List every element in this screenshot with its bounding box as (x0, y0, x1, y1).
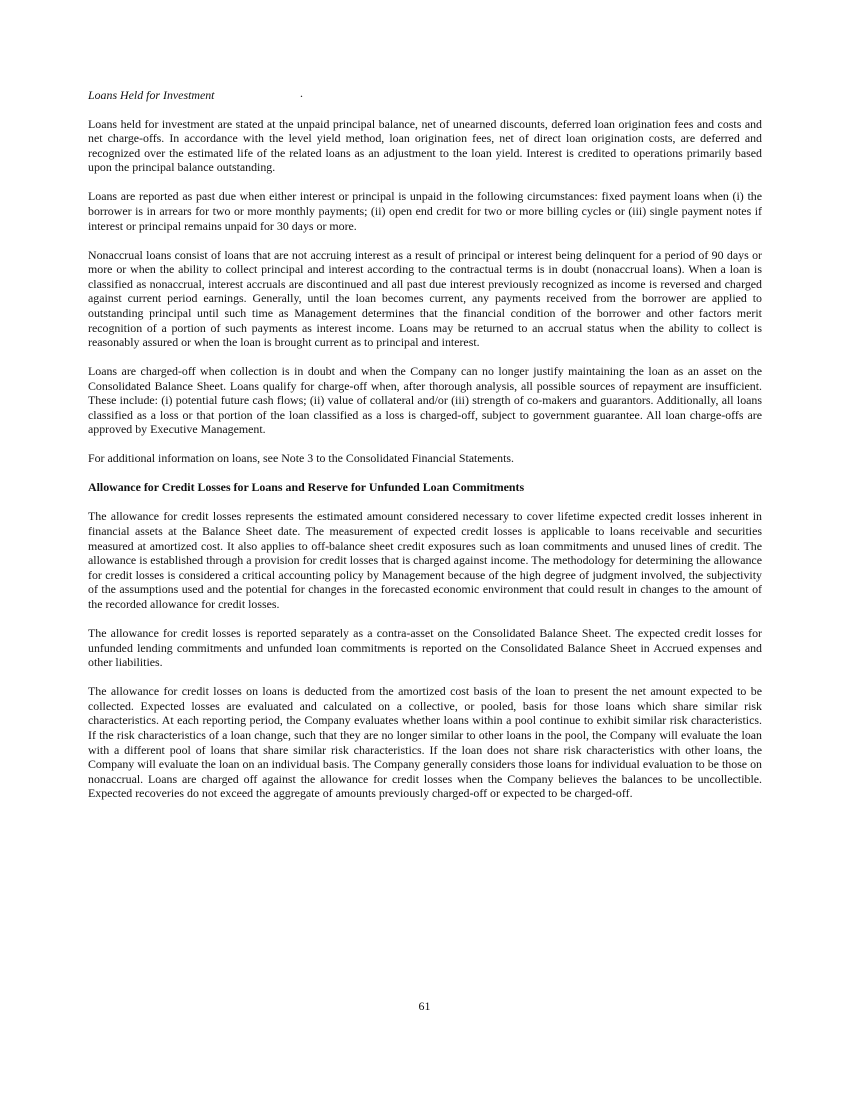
paragraph: Loans are reported as past due when either interest or principal is unpaid in the following circumstances: fixed payment loans when (i) the borrower is in arrears for two or more monthly payments; (ii) open end credit for two or more billing cycles or (iii) single payment notes if interest or principal remains unpaid for 30 days or more. (88, 189, 762, 233)
section-heading-text: Loans Held for Investment (88, 88, 215, 102)
paragraph: Nonaccrual loans consist of loans that are not accruing interest as a result of principal or interest being delinquent for a period of 90 days or more or when the ability to collect principal and interest according to the contractual terms is in doubt (nonaccrual loans). When a loan is classified as nonaccrual, interest accruals are discontinued and all past due interest previously recognized as income is reversed and charged against current period earnings. Generally, until the loan becomes current, any payments received from the borrower are applied to outstanding principal until such time as Management determines that the financial condition of the borrower and other factors merit recognition of a portion of such payments as interest income. Loans may be returned to an accrual status when the ability to collect is reasonably assured or when the loan is brought current as to principal and interest. (88, 247, 762, 350)
stray-mark: . (300, 86, 303, 100)
document-page (88, 88, 762, 815)
section-heading-loans-held-for-investment (88, 88, 762, 103)
paragraph: For additional information on loans, see Note 3 to the Consolidated Financial Statements. (88, 451, 515, 466)
paragraph: Loans held for investment are stated at the unpaid principal balance, net of unearned discounts, deferred loan origination fees and costs and net charge-offs. In accordance with the level yield method, loan origination fees, net of direct loan origination costs, are deferred and recognized over the estimated life of the related loans as an adjustment to the loan yield. Interest is credited to operations primarily based upon the principal balance outstanding. (88, 116, 762, 175)
paragraph: The allowance for credit losses represents the estimated amount considered necessary to cover lifetime expected credit losses inherent in financial assets at the Balance Sheet date. The measurement of expected credit losses is applicable to loans receivable and securities measured at amortized cost. It also applies to off-balance sheet credit exposures such as loan commitments and unused lines of credit. The allowance is established through a provision for credit losses that is charged against income. The methodology for determining the allowance for credit losses is considered a critical accounting policy by Management because of the high degree of judgment involved, the subjectivity of the assumptions used and the potential for changes in the forecasted economic environment that could result in changes to the amount of the recorded allowance for credit losses. (88, 509, 762, 611)
section-heading-allowance-for-credit-losses: Allowance for Credit Losses for Loans and Reserve for Unfunded Loan Commitments (88, 480, 525, 495)
paragraph: The allowance for credit losses is reported separately as a contra-asset on the Consolidated Balance Sheet. The expected credit losses for unfunded lending commitments and unfunded loan commitments is reported on the Consolidated Balance Sheet in Accrued expenses and other liabilities. (88, 625, 762, 670)
paragraph: Loans are charged-off when collection is in doubt and when the Company can no longer justify maintaining the loan as an asset on the Consolidated Balance Sheet. Loans qualify for charge-off when, after thorough analysis, all possible sources of repayment are insufficient. These include: (i) potential future cash flows; (ii) value of collateral and/or (iii) strength of co-makers and guarantors. Additionally, all loans classified as a loss or that portion of the loan classified as a loss is charged-off, subject to government guarantee. All loan charge-offs are approved by Executive Management. (88, 364, 762, 437)
paragraph: The allowance for credit losses on loans is deducted from the amortized cost basis of the loan to present the net amount expected to be collected. Expected losses are evaluated and calculated on a collective, or pooled, basis for those loans which share similar risk characteristics. At each reporting period, the Company evaluates whether loans within a pool continue to exhibit similar risk characteristics. If the risk characteristics of a loan change, such that they are no longer similar to other loans in the pool, the Company will evaluate the loan with a different pool of loans that share similar risk characteristics. If the loan does not share risk characteristics with other loans, the Company will evaluate the loan on an individual basis. The Company generally considers those loans for individual evaluation to be those on nonaccrual. Loans are charged off against the allowance for credit losses when the Company believes the balances to be uncollectible. Expected recoveries do not exceed the aggregate of amounts previously charged-off or expected to be charged-off. (88, 684, 762, 801)
page-number: 61 (418, 999, 431, 1013)
